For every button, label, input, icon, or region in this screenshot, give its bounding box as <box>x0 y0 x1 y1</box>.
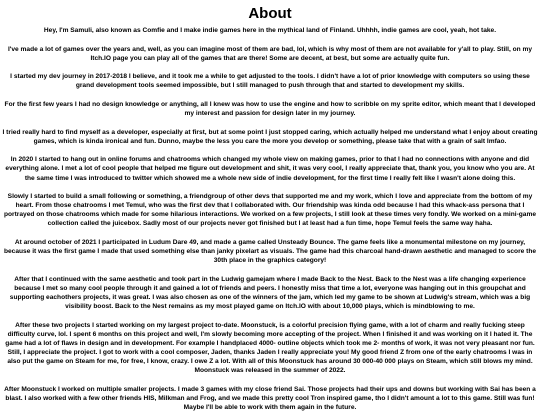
about-paragraph-unsteady-bounce: At around october of 2021 I participated in Ludum Dare 49, and made a game called Unsteady Bounce. The game feels like a monumental milestone on my journey, because it was the first game I made that used something else than janky pixelart as visuals. The game had this charcoal hand-drawn aesthetic and managed to score the 30th place in the graphics category! <box>3 239 537 265</box>
about-paragraph-moonstuck: After these two projects I started working on my largest project to-date. Moonstuck, is a colorful precision flying game, with a lot of charm and really fucking steep difficulty curve, lol. I spent 6 months on this project and well, I'm slowly becoming more accepting of the project. When I finished it and was working on it I hated it. The game had a lot of flaws in design and in development. For example I handplaced 4000- outline objects which took me 2- months of work, it was not very pleasant nor fun. Still, I appreciate the project. I got to work with a cool composer, Jaden, thanks Jaden I really appreciate you! My good friend Z from one of the early chatrooms I was in also put the game on Steam for me, for free, I know, crazy. I owe Z a lot. With all of this Moonstuck has around 30 000-40 000 plays on Steam, which still blows my mind. Moonstuck was released in the summer of 2022. <box>5 321 535 375</box>
about-paragraph-intro: Hey, I'm Samuli, also known as Comfie and I make indie games here in the mythical land of Finland. Uhhhh, indie games are cool, yeah, hot take. <box>43 27 497 34</box>
about-paragraph-temul: Slowly I started to build a small following or something, a friendgroup of other devs that supported me and my work, which I love and appreciate from the bottom of my heart. From those chatrooms I met Temul, who was the first dev that I collaborated with. Our friendship was kinda odd because I had this whack-ass persona that I portrayed on those chatrooms which made for some hilarious interactions. We worked on a few projects, I still look at these times very fondly. We worked on a mini-game collection called the juicebox. Sadly most of our projects never got finished but I at least had a fun time, hope Temul feels the same way haha. <box>3 193 537 228</box>
page-title: About <box>248 5 292 22</box>
about-paragraph-back-to-the-nest: After that I continued with the same aesthetic and took part in the Ludwig gamejam where I made Back to the Nest. Back to the Nest was a life changing experience because I met so many cool people through it and gained a lot of friends and peers. I honestly miss that time a lot, everyone was hanging out in this groupchat and supporting eachothers projects, it was great. I was also chosen as one of the winners of the jam, which led my game to be shown at Ludwig's stream, which was a big visibility boost. Back to the Nest remains as my most played game on Itch.IO with about 10,000 plays, which is mindblowing to me. <box>9 275 531 311</box>
about-paragraph-dev-journey: I started my dev journey in 2017-2018 I believe, and it took me a while to get adjusted to the tools. I didn't have a lot of prior knowledge with computers so using these grand development tools seemed impossible, but I still managed to push through that and started to development my skills. <box>10 73 530 90</box>
about-paragraph-identity: I tried really hard to find myself as a developer, especially at first, but at some point I just stopped caring, which actually helped me understand what I enjoy about creating games, which is kinda ironical and fun. Dunno, maybe the less you care the more you develop or something, please take that with a grain of salt lmfao. <box>2 128 538 145</box>
about-paragraph-design: For the first few years I had no design knowledge or anything, all I knew was how to use the engine and how to scribble on my sprite editor, which meant that I developed my interest and passion for design later in my journey. <box>4 100 536 118</box>
about-paragraph-games: I've made a lot of games over the years and, well, as you can imagine most of them are bad, lol, which is why most of them are not available for y'all to play. Still, on my Itch.IO page you can play all of the games that are there! Some are decent, at best, but some are actually quite fun. <box>7 45 533 62</box>
about-paragraph-after-moonstuck: After Moonstuck I worked on multiple smaller projects. I made 3 games with my close friend Sai. Those projects had their ups and downs but working with Sai has been a blast. I also worked with a few other friends HIS, Milkman and Frog, and we made this pretty cool Tron inspired game, tho I didn't amount a lot to this game. Still was fun! Maybe I'll be able to work with them again in the future. <box>4 385 536 411</box>
about-paragraph-2020: In 2020 I started to hang out in online forums and chatrooms which changed my whole view on making games, prior to that I had no connections with anyone and did everything alone. I met a lot of cool people that helped me figure out development and shit, it was very cool, I really appreciate that, thank you, you know who you are. At the same time I was introduced to twitter which showed me a whole new side of indie development, for the first time I really felt like I wasn't alone doing this. <box>5 156 535 182</box>
